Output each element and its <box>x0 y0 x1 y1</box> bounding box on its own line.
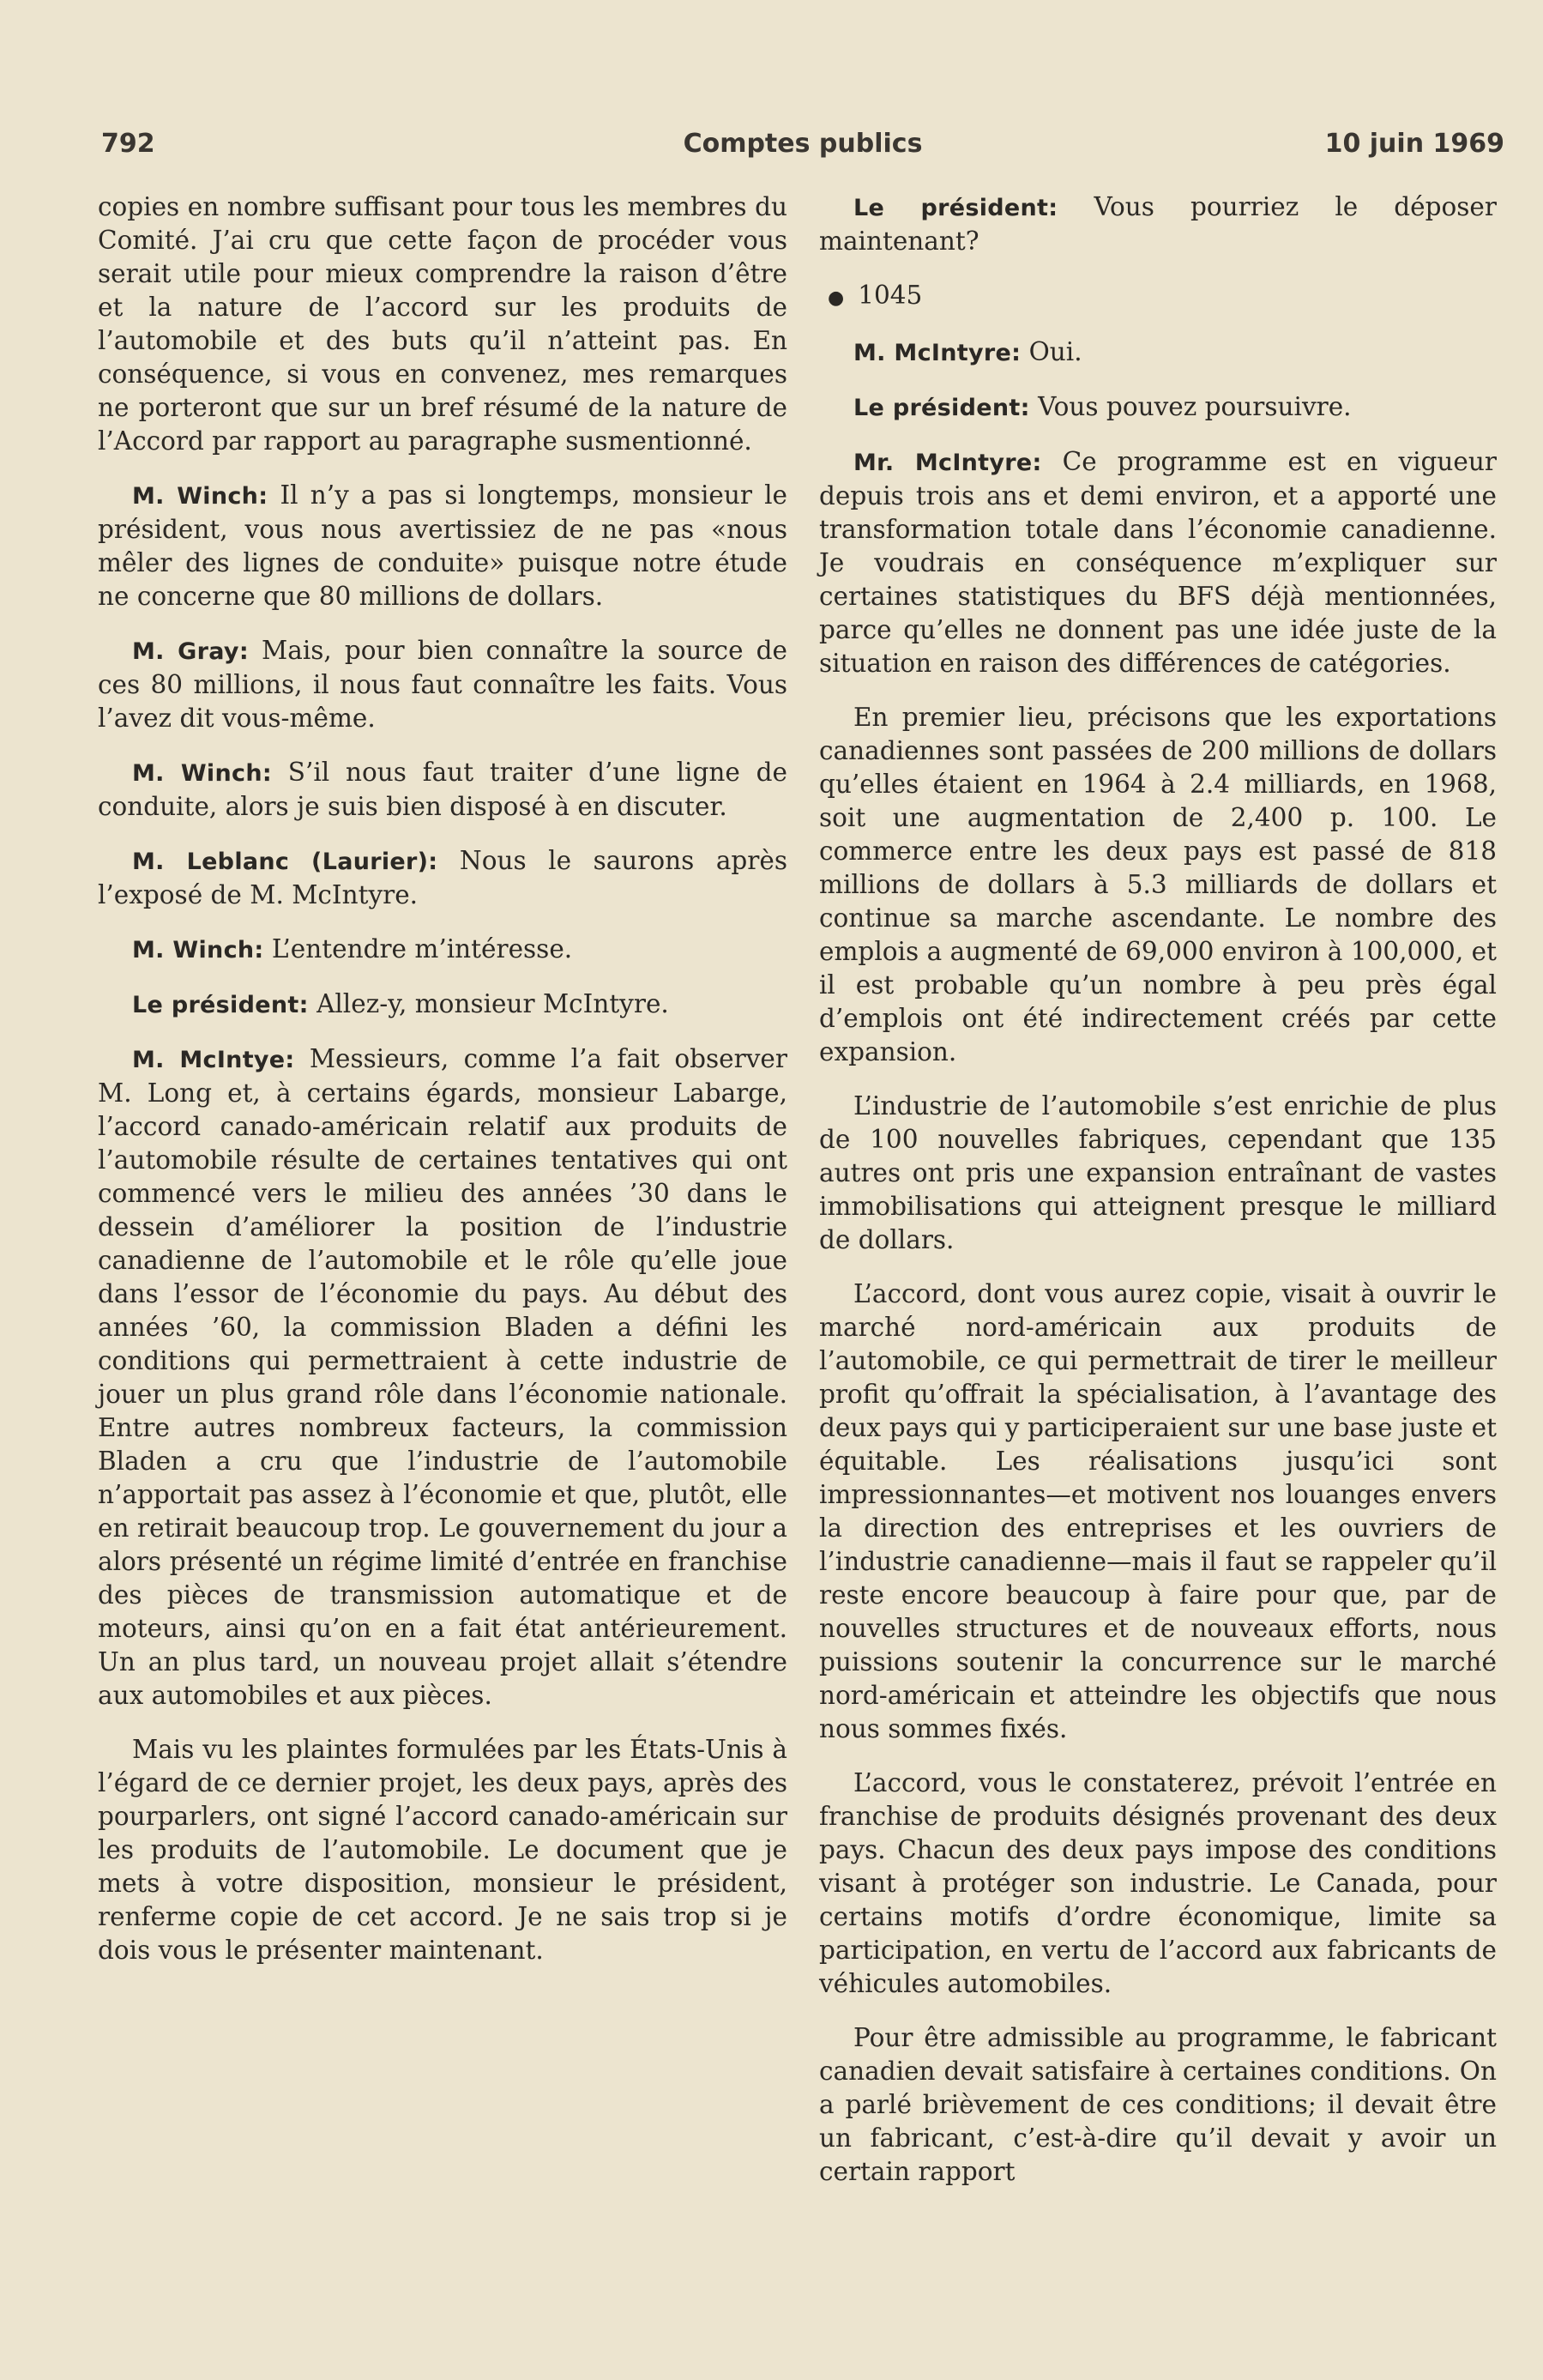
paragraph-continued <box>98 190 787 458</box>
speech-paragraph <box>98 988 787 1022</box>
paragraph-text: Vous pouvez poursuivre. <box>1038 392 1352 421</box>
speaker-name: Le président: <box>132 992 309 1018</box>
page-date: 10 juin 1969 <box>1324 129 1504 159</box>
speech-paragraph <box>98 634 787 735</box>
speech-paragraph <box>98 756 787 824</box>
paragraph-text: Mais vu les plaintes formulées par les États-Unis à l’égard de ce dernier projet, les deux pays, après des pourparlers, ont signé l’accord canado-américain sur les produits de l’automobile. Le document que je mets à votre disposition, monsieur le président, renferme copie de cet accord. Je ne sais trop si je dois vous le présenter maintenant. <box>98 1735 787 1965</box>
paragraph-text: Il n’y a pas si longtemps, monsieur le président, vous nous avertissiez de ne pas «nous mêler des lignes de conduite» puisque notre étude ne concerne que 80 millions de dollars. <box>98 480 787 611</box>
left-column <box>98 190 787 1988</box>
speaker-name: M. Winch: <box>132 760 272 787</box>
page-number: 792 <box>101 129 155 159</box>
paragraph <box>98 1733 787 1967</box>
speaker-name: Le président: <box>853 395 1030 421</box>
speaker-name: M. McIntye: <box>132 1047 295 1073</box>
speech-paragraph <box>98 1042 787 1713</box>
speech-paragraph <box>98 933 787 967</box>
speech-paragraph <box>98 479 787 613</box>
paragraph-text: L’accord, dont vous aurez copie, visait à ouvrir le marché nord-américain aux produits de l’automobile, ce qui permettrait de tirer le meilleur profit qu’offrait la spécialisation, à l’avantage des deux pays qui y participeraient sur une base juste et équitable. Les réalisations jusqu’ici sont impressionnantes—et motivent nos louanges envers la direction des entreprises et les ouvriers de l’industrie canadienne—mais il faut se rappeler qu’il reste encore beaucoup à faire pour que, par de nouvelles structures et de nouveaux efforts, nous puissions soutenir la concurrence sur le marché nord-américain et atteindre les objectifs que nous nous sommes fixés. <box>819 1279 1497 1743</box>
paragraph-text: Vous pourriez le déposer maintenant? <box>819 192 1497 256</box>
speaker-name: M. Winch: <box>132 483 268 510</box>
paragraph <box>819 701 1497 1069</box>
paragraph <box>819 1278 1497 1746</box>
speaker-name: Le président: <box>853 195 1058 221</box>
paragraph-text: Messieurs, comme l’a fait observer M. Long et, à certains égards, monsieur Labarge, l’accord canado-américain relatif aux produits de l’automobile résulte de certaines tentatives qui ont commencé vers le milieu des années ’30 dans le dessein d’améliorer la position de l’industrie canadienne de l’automobile et le rôle qu’elle joue dans l’essor de l’économie du pays. Au début des années ’60, la commission Bladen a défini les conditions qui permettraient à cette industrie de jouer un plus grand rôle dans l’économie nationale. Entre autres nombreux facteurs, la commission Bladen a cru que l’industrie de l’automobile n’apportait pas assez à l’économie et que, plutôt, elle en retirait beaucoup trop. Le gouvernement du jour a alors présenté un régime limité d’entrée en franchise des pièces de transmission automatique et de moteurs, ainsi qu’on en a fait état antérieurement. Un an plus tard, un nouveau projet allait s’étendre aux automobiles et aux pièces. <box>98 1044 787 1710</box>
paragraph-text: Allez-y, monsieur McIntyre. <box>316 989 669 1018</box>
time-marker <box>828 279 1497 315</box>
paragraph <box>819 2021 1497 2189</box>
speech-paragraph <box>819 390 1497 425</box>
paragraph-text: L’accord, vous le constaterez, prévoit l’entrée en franchise de produits désignés provenant des deux pays. Chacun des deux pays impose des conditions visant à protéger son industrie. Le Canada, pour certains motifs d’ordre économique, limite sa participation, en vertu de l’accord aux fabricants de véhicules automobiles. <box>819 1768 1497 1998</box>
paragraph-text: 1045 <box>858 281 923 310</box>
paragraph-text: Mais, pour bien connaître la source de ces 80 millions, il nous faut connaître les faits. Vous l’avez dit vous-même. <box>98 636 787 733</box>
speech-paragraph <box>819 190 1497 258</box>
paragraph <box>819 1090 1497 1257</box>
speech-paragraph <box>819 445 1497 680</box>
paragraph-text: L’entendre m’intéresse. <box>271 934 573 963</box>
paragraph-text: Pour être admissible au programme, le fabricant canadien devait satisfaire à certaines conditions. On a parlé brièvement de ces conditions; il devait être un fabricant, c’est-à-dire qu’il devait y avoir un certain rapport <box>819 2023 1497 2186</box>
page-header <box>101 129 1504 172</box>
speaker-name: Mr. McIntyre: <box>853 450 1042 476</box>
paragraph <box>819 1767 1497 2001</box>
bullet-icon: ● <box>828 287 845 309</box>
paragraph-text: Oui. <box>1028 337 1082 366</box>
paragraph-text: L’industrie de l’automobile s’est enrichie de plus de 100 nouvelles fabriques, cependant que 135 autres ont pris une expansion entraînant de vastes immobilisations qui atteignent presque le milliard de dollars. <box>819 1091 1497 1254</box>
paragraph-text: Ce programme est en vigueur depuis trois ans et demi environ, et a apporté une transformation totale dans l’économie canadienne. Je voudrais en conséquence m’expliquer sur certaines statistiques du BFS déjà mentionnées, parce qu’elles ne donnent pas une idée juste de la situation en raison des différences de catégories. <box>819 447 1497 678</box>
page-title: Comptes publics <box>683 129 923 159</box>
speech-paragraph <box>819 335 1497 370</box>
paragraph-text: S’il nous faut traiter d’une ligne de conduite, alors je suis bien disposé à en discuter. <box>98 758 787 821</box>
paragraph-text: En premier lieu, précisons que les exportations canadiennes sont passées de 200 millions de dollars qu’elles étaient en 1964 à 2.4 milliards, en 1968, soit une augmentation de 2,400 p. 100. Le commerce entre les deux pays est passé de 818 millions de dollars à 5.3 milliards de dollars et continue sa marche ascendante. Le nombre des emplois a augmenté de 69,000 environ à 100,000, et il est probable qu’un nombre à peu près égal d’emplois ont été indirectement créés par cette expansion. <box>819 703 1497 1066</box>
paragraph-text: Nous le saurons après l’exposé de M. McIntyre. <box>98 846 787 909</box>
paragraph-text: copies en nombre suffisant pour tous les membres du Comité. J’ai cru que cette façon de procéder vous serait utile pour mieux comprendre la raison d’être et la nature de l’accord sur les produits de l’automobile et des buts qu’il n’atteint pas. En conséquence, si vous en convenez, mes remarques ne porteront que sur un bref résumé de la nature de l’Accord par rapport au paragraphe susmentionné. <box>98 192 787 456</box>
speaker-name: M. Gray: <box>132 638 249 665</box>
speaker-name: M. Leblanc (Laurier): <box>132 849 438 875</box>
speech-paragraph <box>98 844 787 912</box>
speaker-name: M. McIntyre: <box>853 340 1022 366</box>
speaker-name: M. Winch: <box>132 937 264 963</box>
right-column <box>819 190 1497 2209</box>
